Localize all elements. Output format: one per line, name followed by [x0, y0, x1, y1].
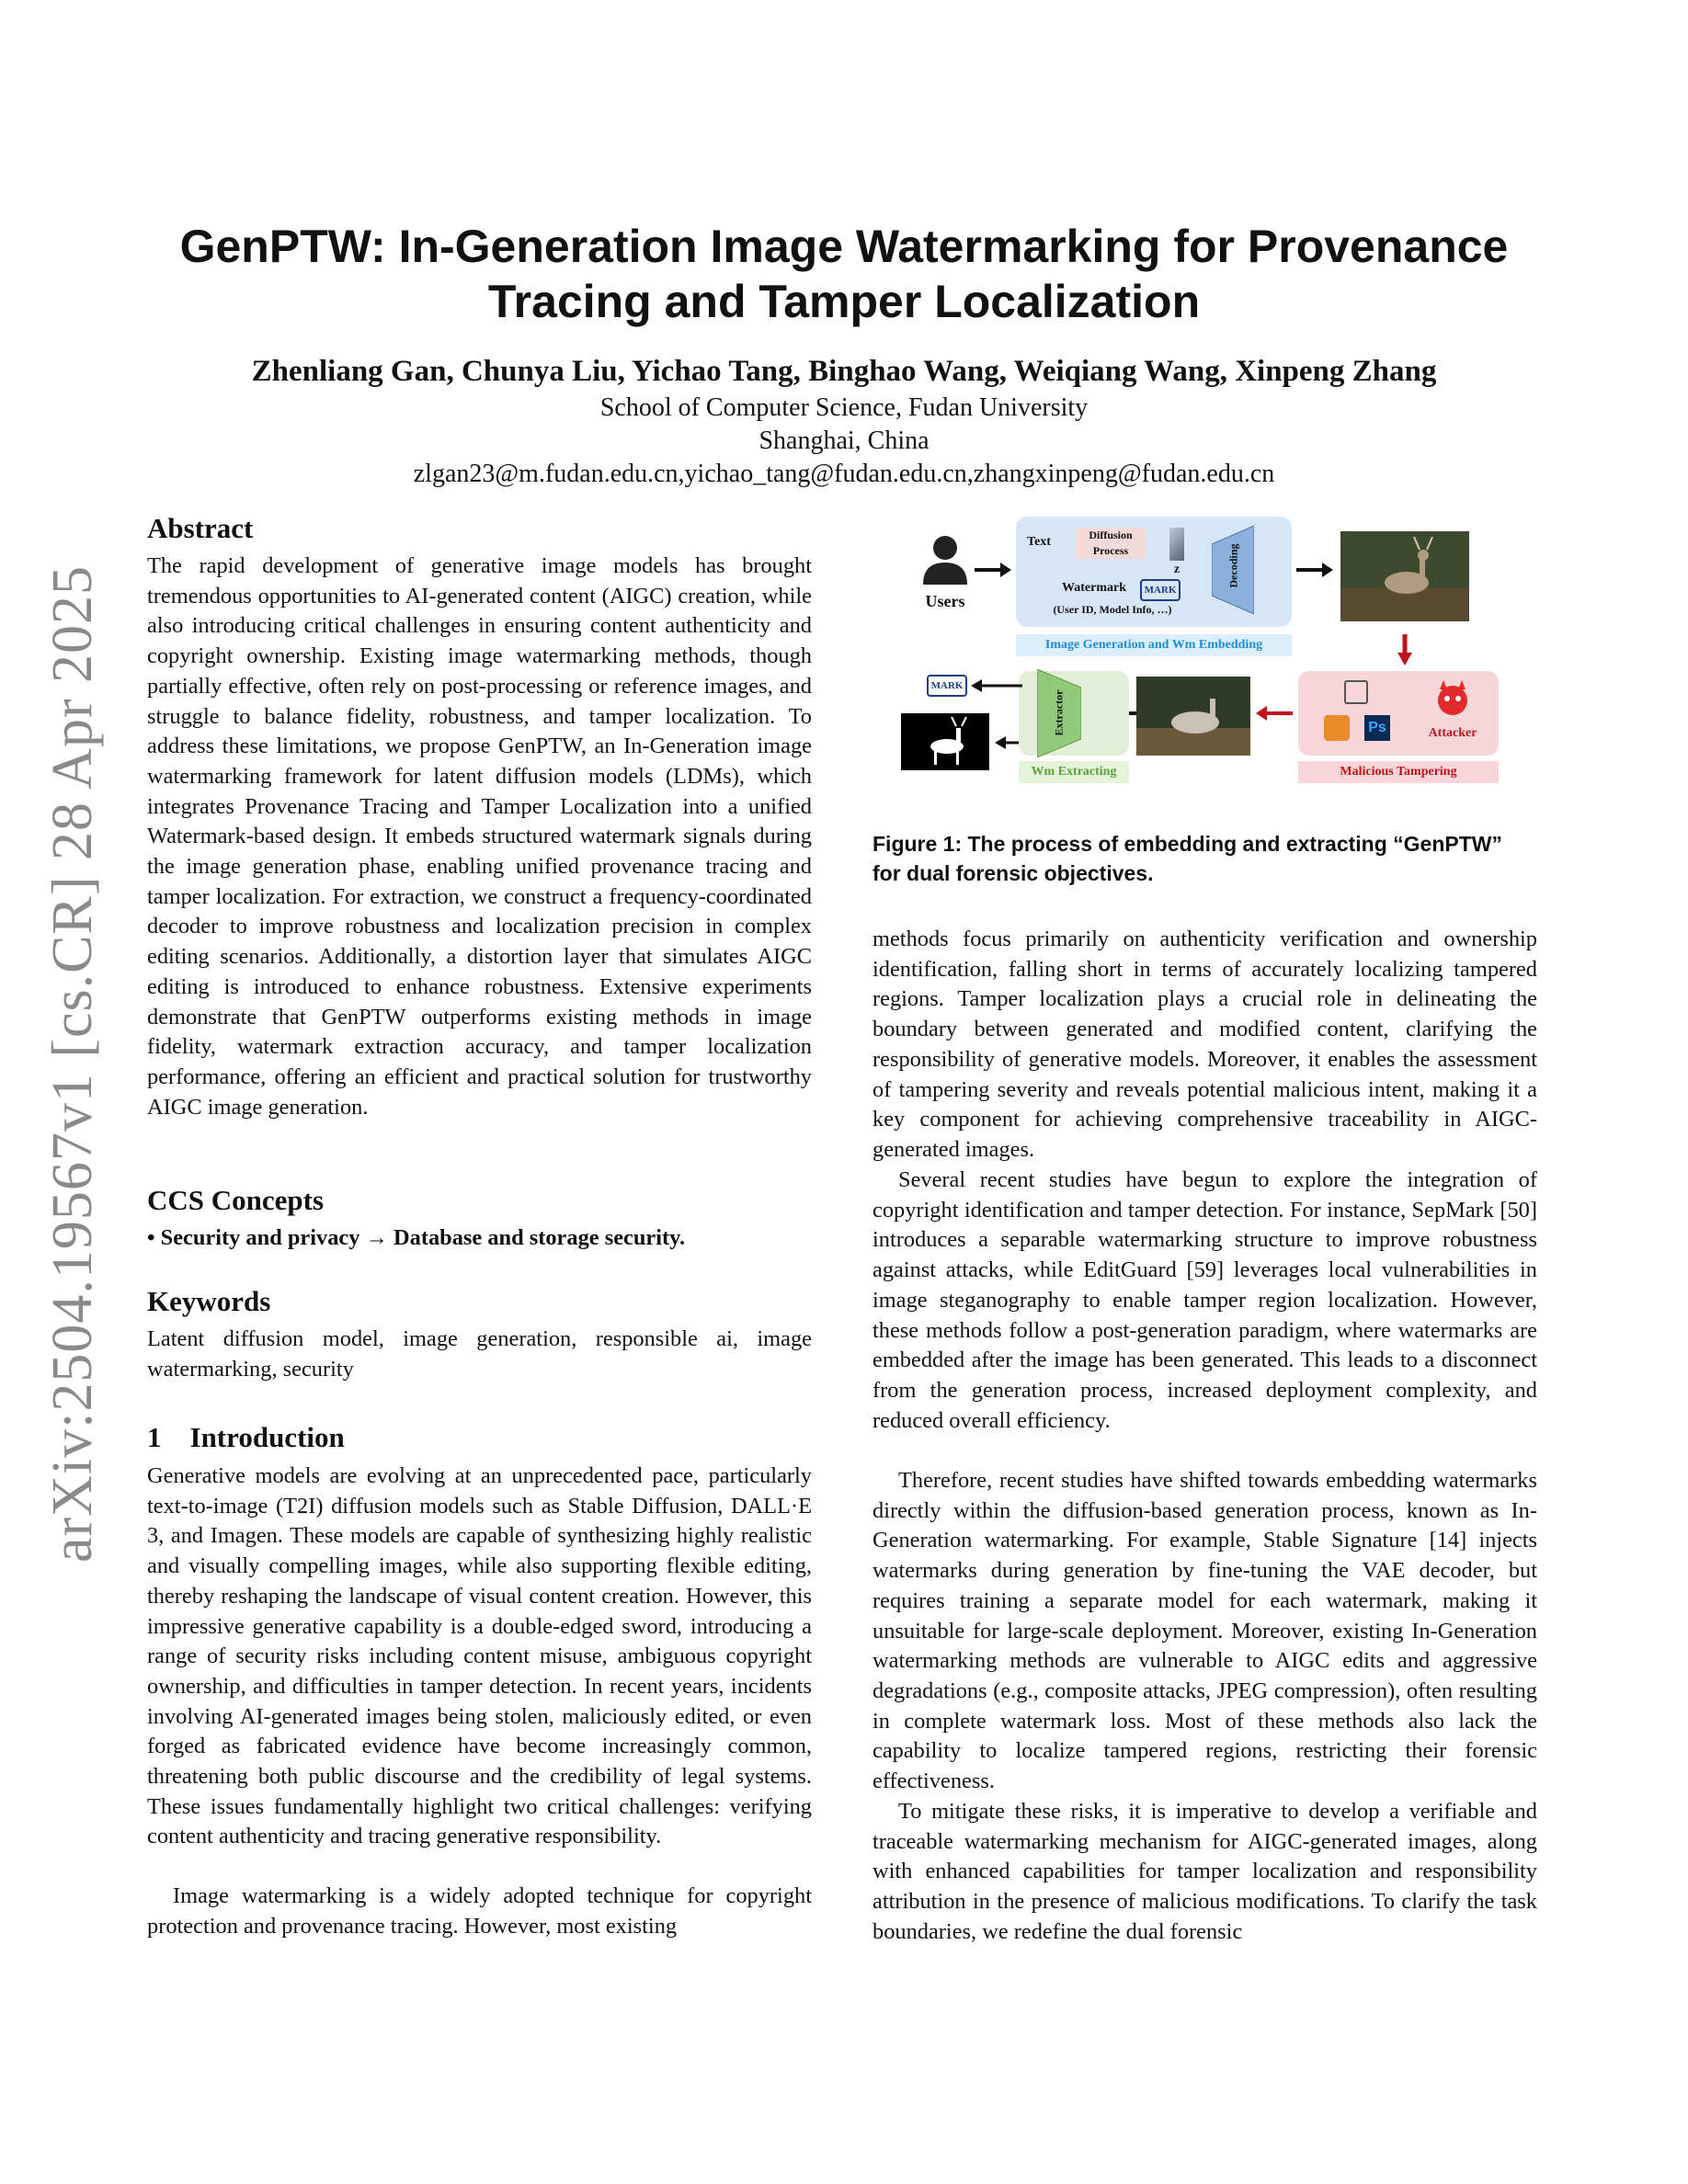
figure-caption: Figure 1: The process of embedding and extracting “GenPTW” for dual forensic objectives.: [873, 832, 1502, 885]
users-label: Users: [925, 592, 965, 610]
arxiv-stamp: arXiv:2504.19567v1 [cs.CR] 28 Apr 2025: [41, 564, 104, 1563]
generated-deer-image: [1340, 531, 1469, 621]
arrow-to-mark-icon: [971, 677, 1022, 695]
tamper-mask-image: [901, 713, 989, 770]
right-paragraph-2: Several recent studies have begun to explore the integration of copyright identification and tamper detection. For instance, SepMark [50] introduces a separable watermarking structure to improve robustness against attacks, while EditGuard [59] leverages local vulnerabilities in image steganography to enable tamper region localization. However, these methods follow a post-generation paradigm, where watermarks are embedded after the image has been generated. This leads to a disconnect from the generation process, increased deployment complexity, and reduced overall efficiency.: [873, 1167, 1537, 1433]
location: Shanghai, China: [758, 427, 930, 455]
extraction-caption: Wm Extracting: [1019, 761, 1129, 783]
tampering-caption: Malicious Tampering: [1298, 761, 1499, 783]
arrow-left-icon: [995, 734, 1019, 752]
ccs-text: • Security and privacy → Database and storage security.: [147, 1225, 686, 1250]
title-line-1: GenPTW: In-Generation Image Watermarking for Provenance: [179, 221, 1509, 272]
author-list: Zhenliang Gan, Chunya Liu, Yichao Tang, Binghao Wang, Weiqiang Wang, Xinpeng Zhang: [251, 355, 1437, 388]
author-emails: zlgan23@m.fudan.edu.cn,yichao_tang@fudan.edu.cn,zhangxinpeng@fudan.edu.cn: [413, 460, 1275, 488]
intro-paragraph-2: Image watermarking is a widely adopted technique for copyright protection and provenance tracing. However, most existing: [147, 1883, 812, 1939]
ccs-heading: CCS Concepts: [147, 1184, 325, 1216]
intro-paragraph-1: Generative models are evolving at an unprecedented pace, particularly text-to-image (T2I) diffusion models such as Stable Diffusion, DALL·E 3, and Imagen. These models are capable of synthesizing highly realistic and visually compelling images, while also supporting flexible editing, thereby reshaping the landscape of visual content creation. However, this impressive generative capability is a double-edged sword, introducing a range of security risks including content misuse, ambiguous copyright ownership, and difficulties in tamper detection. In recent years, incidents involving AI-generated images being stolen, maliciously edited, or even forged as fabricated evidence have become increasingly common, threatening both public discourse and the credibility of legal systems. These issues fundamentally highlight two critical challenges: verifying content authenticity and tracing generative responsibility.: [147, 1463, 812, 1849]
intro-heading: 1 Introduction: [147, 1421, 345, 1453]
abstract-text: The rapid development of generative image models has brought tremendous opportunities to AI-generated content (AIGC) creation, while also introducing critical challenges in ensuring content authenticity and copyright ownership. Existing image watermarking methods, though partially effective, often rely on post-processing or reference images, and struggle to balance fidelity, robustness, and tamper localization. To address these limitations, we propose GenPTW, an In-Generation image watermarking framework for latent diffusion models (LDMs), which integrates Provenance Tracing and Tamper Localization into a unified Watermark-based design. It embeds structured watermark signals during the image generation phase, enabling unified provenance tracing and tamper localization. For extraction, we construct a frequency-coordinated decoder to improve robustness and localization precision in complex editing scenarios. Additionally, a distortion layer that simulates AIGC editing is introduced to enhance robustness. Extensive experiments demonstrate that GenPTW outperforms existing methods in image fidelity, watermark extraction accuracy, and tamper localization performance, offering an efficient and practical solution for trustworthy AIGC image generation.: [147, 553, 812, 1120]
latent-icon: [1169, 528, 1184, 561]
generation-caption: Image Generation and Wm Embedding: [1016, 634, 1292, 656]
tampered-image: [1136, 677, 1250, 756]
right-paragraph-4: To mitigate these risks, it is imperative to develop a verifiable and traceable watermarking mechanism for AIGC-generated images, along with enhanced capabilities for tamper localization and responsibility attribution in the presence of malicious modifications. To clarify the task boundaries, we redefine the dual forensic: [873, 1799, 1537, 1944]
arrow-left-icon: [1256, 704, 1293, 722]
arrow-right-icon: [1296, 561, 1333, 579]
right-paragraph-3: Therefore, recent studies have shifted towards embedding watermarks directly within the diffusion-based generation process, known as In-Generation watermarking. For example, Stable Signature [14] injects watermarks during generation by fine-tuning the VAE decoder, but requires training a separate model for each watermark, making it unsuitable for large-scale deployment. Moreover, existing In-Generation watermarking methods are vulnerable to AIGC edits and aggressive degradations (e.g., composite attacks, JPEG compression), often resulting in complete watermark loss. Most of these methods also lack the capability to localize tampered regions, restricting their forensic effectiveness.: [873, 1468, 1537, 1794]
extractor-label: Extractor: [1052, 689, 1066, 736]
abstract-heading: Abstract: [147, 512, 254, 544]
keywords-heading: Keywords: [147, 1285, 271, 1317]
photoshop-icon: Ps: [1364, 715, 1390, 741]
image-editor-icon: [1324, 715, 1350, 741]
paper-title: [138, 219, 1550, 329]
keywords-text: Latent diffusion model, image generation, responsible ai, image watermarking, security: [147, 1326, 812, 1382]
right-paragraph-1: methods focus primarily on authenticity verification and ownership identification, falling short in terms of accurately localizing tampered regions. Tamper localization plays a crucial role in delineating the boundary between generated and modified content, clarifying the responsibility of generative models. Moreover, it enables the assessment of tampering severity and reveals potential malicious intent, making it a key component for achieving comprehensive traceability in AIGC-generated images.: [873, 927, 1537, 1162]
latent-z-label: z: [1173, 563, 1180, 576]
affiliation: School of Computer Science, Fudan University: [599, 393, 1089, 422]
arrow-right-icon: [975, 561, 1011, 579]
diffusion-process-box: Diffusion Process: [1076, 528, 1146, 559]
devil-icon: [1434, 680, 1471, 717]
edit-icon: [1344, 680, 1368, 704]
text-input-label: Text: [1027, 535, 1051, 549]
watermark-info-label: (User ID, Model Info, …): [1053, 603, 1172, 616]
extracted-mark-badge: MARK: [927, 675, 967, 697]
arrow-down-icon: [1396, 634, 1414, 665]
mark-badge: MARK: [1140, 579, 1180, 601]
attacker-label: Attacker: [1428, 726, 1477, 740]
watermark-label: Watermark: [1062, 581, 1126, 595]
title-line-2: Tracing and Tamper Localization: [487, 276, 1201, 327]
user-icon: [918, 531, 973, 586]
decoding-label: Decoding: [1226, 543, 1240, 588]
